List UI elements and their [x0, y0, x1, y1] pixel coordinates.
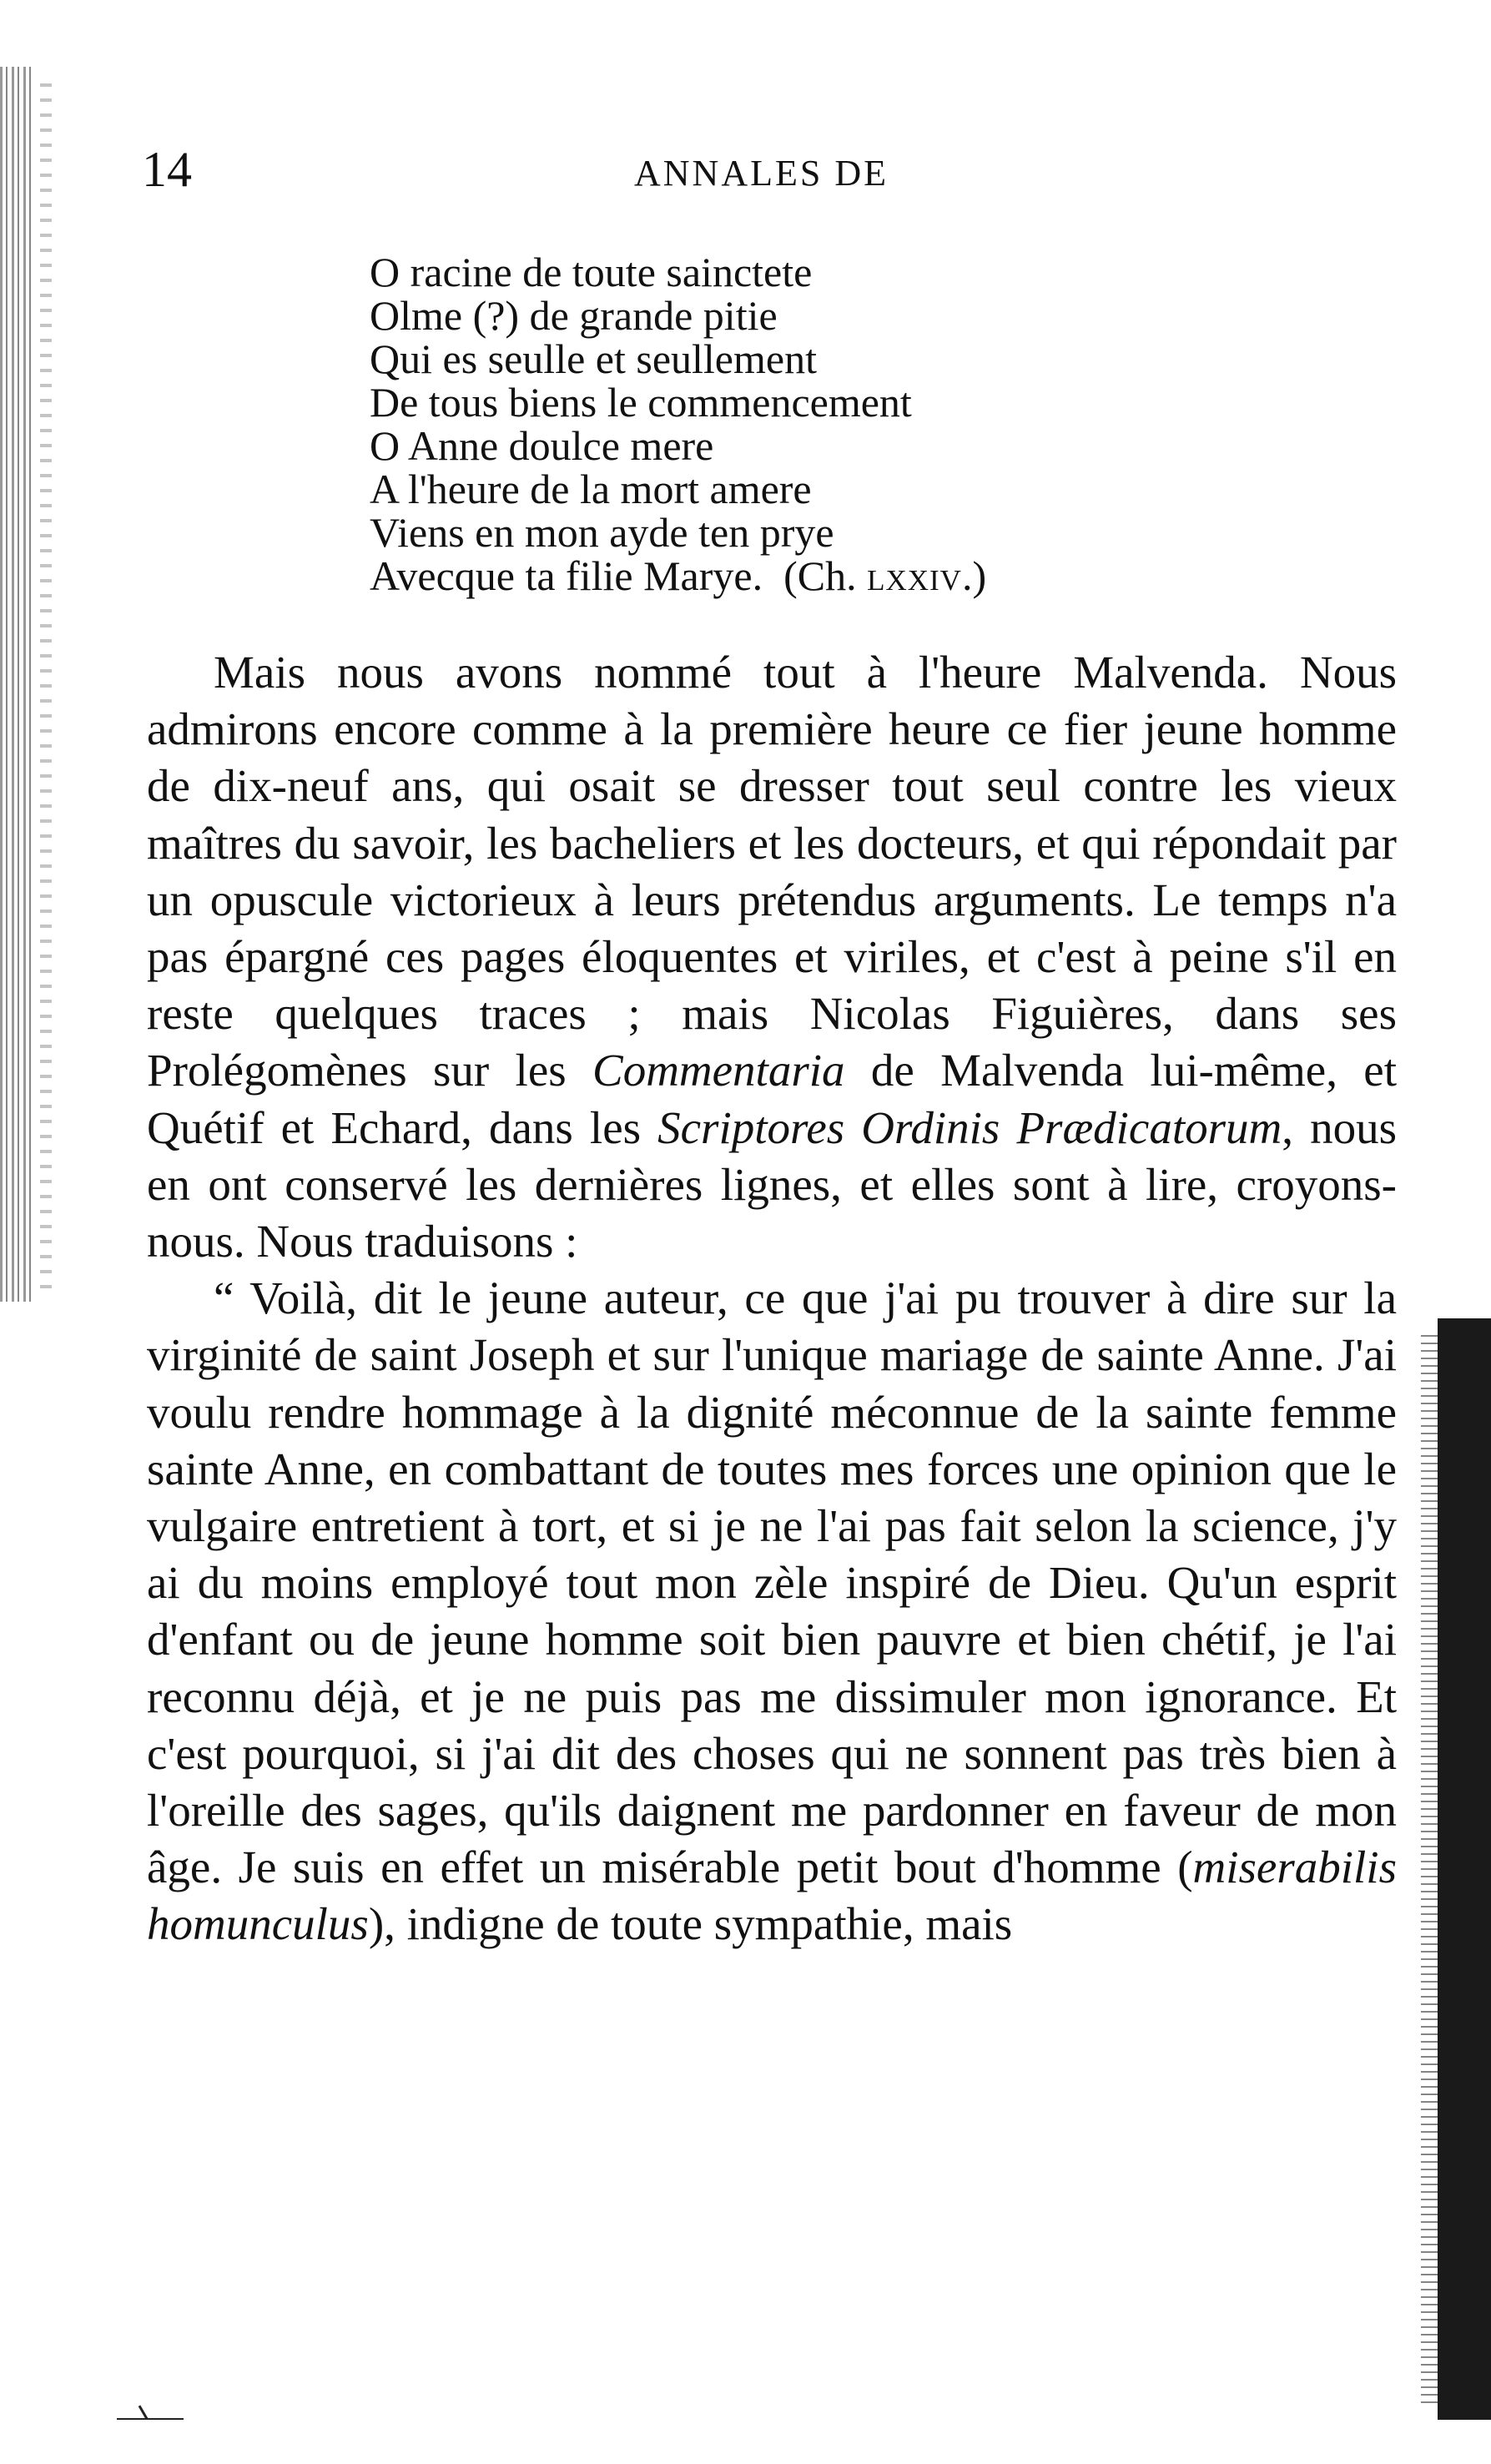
- citation-prefix: (Ch.: [783, 552, 868, 599]
- latin-phrase: miserabilis homunculus: [147, 1842, 1397, 1950]
- verse-line: O Anne doulce mere: [370, 422, 714, 469]
- paragraph-text: , nous en ont conservé les dernières lignes, et elles sont à lire, croyons-nous. Nous traduisons :: [147, 1101, 1397, 1267]
- body-text: [147, 644, 1397, 1953]
- verse-line: O racine de toute sainctete: [370, 249, 813, 295]
- bottom-mark-tick: [139, 2405, 149, 2419]
- italic-title: Commentaria: [592, 1045, 845, 1096]
- bottom-mark: [117, 2418, 184, 2420]
- italic-title: Scriptores Ordinis Prædicatorum: [657, 1101, 1282, 1153]
- verse-text: Avecque ta filie Marye.: [370, 552, 763, 599]
- page-number: 14: [142, 142, 192, 197]
- citation-roman: lxxiv: [867, 552, 962, 599]
- paragraph-text: de Malvenda lui-même, et Quétif et Echard, dans les: [147, 1045, 1397, 1153]
- scan-edge-strip: [1438, 1318, 1491, 2420]
- verse-line: A l'heure de la mort amere: [370, 466, 812, 512]
- binding-shadow: [0, 67, 35, 1302]
- paragraph-text: Mais nous avons nommé tout à l'heure Malvenda. Nous admirons encore comme à la première heure ce fier jeune homme de dix-neuf ans, qui osait se dresser tout seul contre les vieux maîtres du savoir, les bacheliers et les docteurs, et qui répondait par un opuscule victorieux à leurs prétendus arguments. Le temps n'a pas épargné ces pages éloquentes et viriles, et c'est à peine s'il en reste quelques traces ; mais Nicolas Figuières, dans ses Prolégomènes sur les: [147, 647, 1397, 1096]
- binding-shadow-marks: [40, 83, 52, 1293]
- paragraph-text: “ Voilà, dit le jeune auteur, ce que j'ai pu trouver à dire sur la virginité de saint Joseph et sur l'unique mariage de sainte Anne. J'ai voulu rendre hommage à la dignité méconnue de la sainte femme sainte Anne, en combattant de toutes mes forces une opinion que le vulgaire entretient à tort, et si je ne l'ai pas fait selon la science, j'y ai du moins employé tout mon zèle inspiré de Dieu. Qu'un esprit d'enfant ou de jeune homme soit bien pauvre et bien chétif, je l'ai reconnu déjà, et je ne puis pas me dissimuler mon ignorance. Et c'est pourquoi, si j'ai dit des choses qui ne sonnent pas très bien à l'oreille des sages, qu'ils daignent me pardonner en faveur de mon âge. Je suis en effet un misérable petit bout d'homme (: [147, 1272, 1397, 1893]
- verse-line: Viens en mon ayde ten prye: [370, 509, 834, 556]
- verse-line: Olme (?) de grande pitie: [370, 292, 778, 339]
- verse-line: Qui es seulle et seullement: [370, 335, 817, 382]
- verse-block: [370, 250, 1287, 597]
- verse-line-last: [370, 554, 1287, 597]
- paragraph-text: ), indigne de toute sympathie, mais: [368, 1898, 1013, 1950]
- paragraph-quotation: [147, 1270, 1397, 1953]
- running-head: [125, 140, 1352, 199]
- verse-line: De tous biens le commencement: [370, 379, 912, 426]
- running-title: ANNALES DE: [634, 153, 889, 194]
- citation-suffix: .): [961, 552, 987, 599]
- paragraph-malvenda: [147, 644, 1397, 1270]
- scan-edge-fade: [1421, 1335, 1438, 2403]
